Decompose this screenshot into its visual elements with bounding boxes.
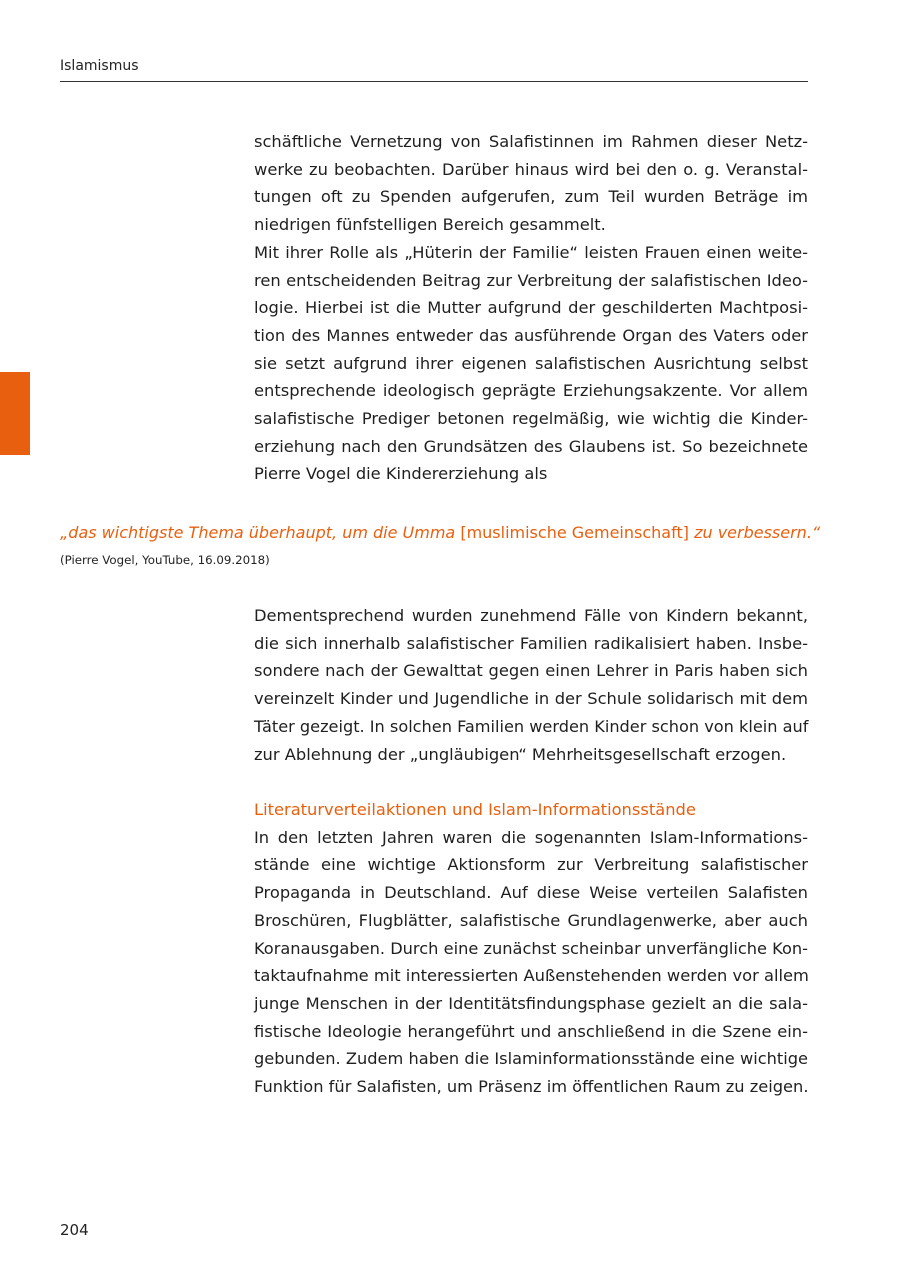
page-number: 204 [60, 1221, 89, 1239]
pull-quote [60, 519, 820, 547]
text-line: entsprechende ideologisch geprägte Erziehungsakzente. Vor allem [254, 381, 808, 401]
chapter-tab-marker [0, 372, 30, 455]
text-line: stände eine wichtige Aktionsform zur Verbreitung salafistischer [254, 855, 808, 875]
quote-text-end: zu verbessern.“ [694, 523, 821, 542]
running-header: Islamismus [60, 58, 139, 74]
quote-source: (Pierre Vogel, YouTube, 16.09.2018) [60, 553, 270, 567]
text-line: die sich innerhalb salafistischer Familien radikalisiert haben. Insbe- [254, 633, 808, 653]
text-line: sondere nach der Gewalttat gegen einen Lehrer in Paris haben sich [254, 661, 808, 681]
text-line: taktaufnahme mit interessierten Außenstehenden werden vor allem [254, 966, 809, 986]
paragraph-block-3 [254, 796, 808, 1101]
section-subheading: Literaturverteilaktionen und Islam-Informationsstände [254, 800, 696, 819]
text-line: Propaganda in Deutschland. Auf diese Weise verteilen Salafisten [254, 883, 808, 903]
text-line: vereinzelt Kinder und Jugendliche in der Schule solidarisch mit dem [254, 689, 808, 709]
paragraph-block-2 [254, 602, 808, 768]
text-line: Pierre Vogel die Kindererziehung als [254, 464, 548, 484]
text-line: ren entscheidenden Beitrag zur Verbreitung der salafistischen Ideo- [254, 270, 808, 290]
text-line: zur Ablehnung der „ungläubigen“ Mehrheitsgesellschaft erzogen. [254, 744, 787, 764]
text-line: junge Menschen in der Identitätsfindungsphase gezielt an die sala- [254, 993, 808, 1013]
text-line: tungen oft zu Spenden aufgerufen, zum Teil wurden Beträge im [254, 187, 808, 207]
text-line: Täter gezeigt. In solchen Familien werden Kinder schon von klein auf [254, 716, 809, 736]
text-line: fistische Ideologie herangeführt und anschließend in die Szene ein- [254, 1021, 808, 1041]
text-line: Koranausgaben. Durch eine zunächst scheinbar unverfängliche Kon- [254, 938, 808, 958]
text-line: gebunden. Zudem haben die Islaminformationsstände eine wichtige [254, 1049, 808, 1069]
text-line: sie setzt aufgrund ihrer eigenen salafistischen Ausrichtung selbst [254, 353, 808, 373]
quote-bracket-note: [muslimische Gemeinschaft] [460, 523, 689, 542]
text-line: logie. Hierbei ist die Mutter aufgrund der geschilderten Machtposi- [254, 298, 808, 318]
text-line: Funktion für Salafisten, um Präsenz im öffentlichen Raum zu zeigen. [254, 1077, 809, 1097]
quote-text-start: „das wichtigste Thema überhaupt, um die Umma [60, 523, 456, 542]
text-line: tion des Mannes entweder das ausführende Organ des Vaters oder [254, 325, 808, 345]
text-line: In den letzten Jahren waren die sogenannten Islam-Informations- [254, 827, 808, 847]
header-rule [60, 81, 808, 82]
text-line: salafistische Prediger betonen regelmäßig, wie wichtig die Kinder- [254, 409, 808, 429]
text-line: niedrigen fünfstelligen Bereich gesammelt. [254, 215, 606, 235]
text-line: schäftliche Vernetzung von Salafistinnen im Rahmen dieser Netz- [254, 132, 808, 151]
text-line: Broschüren, Flugblätter, salafistische Grundlagenwerke, aber auch [254, 910, 808, 930]
text-line: erziehung nach den Grundsätzen des Glaubens ist. So bezeichnete [254, 436, 808, 456]
paragraph-block-1 [254, 128, 808, 488]
text-line: werke zu beobachten. Darüber hinaus wird bei den o. g. Veranstal- [254, 159, 808, 179]
text-line: Dementsprechend wurden zunehmend Fälle von Kindern bekannt, [254, 606, 808, 625]
text-line: Mit ihrer Rolle als „Hüterin der Familie“ leisten Frauen einen weite- [254, 242, 808, 262]
